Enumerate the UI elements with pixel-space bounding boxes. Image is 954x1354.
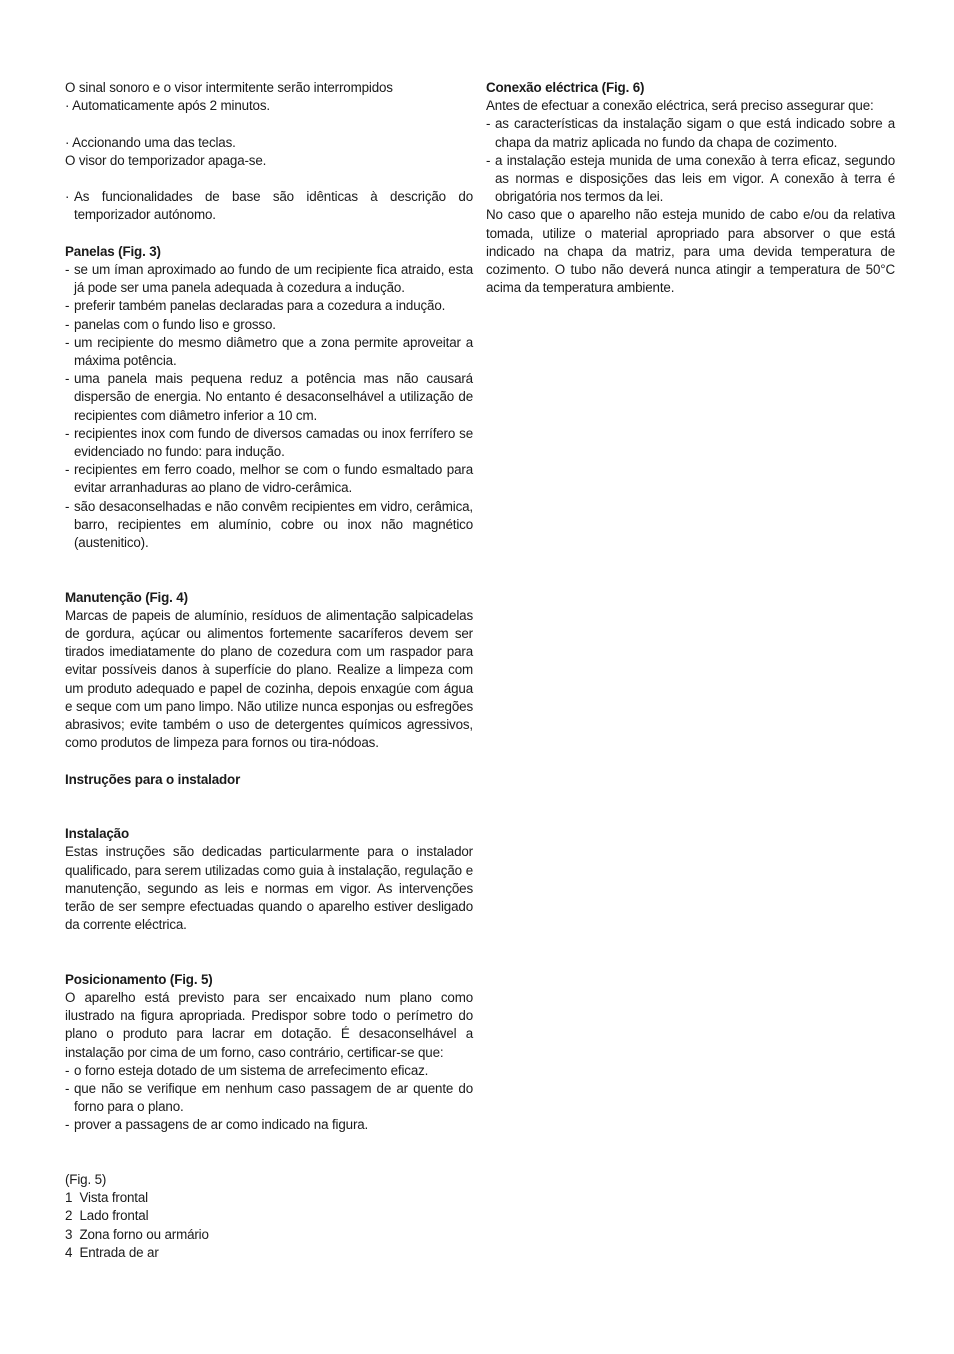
fig5-legend-item xyxy=(65,1189,473,1207)
list-marker: - xyxy=(65,334,70,350)
list-item-text: um recipiente do mesmo diâmetro que a zona permite aproveitar a máxima potência. xyxy=(74,334,473,368)
list-item xyxy=(486,152,895,207)
list-item xyxy=(65,425,473,461)
left-column xyxy=(65,79,473,1262)
legend-label: Entrada de ar xyxy=(79,1244,159,1260)
legend-number: 2 xyxy=(65,1208,73,1224)
fig5-legend xyxy=(65,1189,473,1262)
legend-label: Zona forno ou armário xyxy=(79,1226,209,1242)
instalacao-body: Estas instruções são dedicadas particularmente para o instalador qualificado, para serem utilizadas como guia à instalação, regulação e manutenção, segundo as leis e normas em vigor. As intervenções terão de ser sempre efectuadas quando o aparelho estiver desligado da corrente eléctrica. xyxy=(65,844,473,933)
section-heading-conexao: Conexão eléctrica (Fig. 6) xyxy=(486,80,645,95)
list-item-text: preferir também panelas declaradas para a cozedura a indução. xyxy=(74,298,446,314)
fig5-legend-item xyxy=(65,1244,473,1262)
section-heading-posicionamento: Posicionamento (Fig. 5) xyxy=(65,971,213,987)
list-item-text: são desaconselhadas e não convêm recipientes em vidro, cerâmica, barro, recipientes em alumínio, cobre ou inox não magnético (austenitico). xyxy=(74,498,473,551)
legend-number: 1 xyxy=(65,1190,73,1206)
list-item-text: recipientes em ferro coado, melhor se com o fundo esmaltado para evitar arranhaduras ao plano de vidro-cerâmica. xyxy=(74,462,473,496)
section-heading-instalacao: Instalação xyxy=(65,826,129,842)
intro-line: O sinal sonoro e o visor intermitente serão interrompidos xyxy=(65,80,393,95)
section-heading-instrucoes: Instruções para o instalador xyxy=(65,771,241,787)
list-marker: - xyxy=(65,371,70,387)
list-item xyxy=(65,1062,473,1080)
list-item xyxy=(65,316,473,334)
list-item xyxy=(65,297,473,315)
conexao-body: No caso que o aparelho não esteja munido de cabo e/ou da relativa tomada, utilize o material apropriado para absorver o que está indicado na chapa da matriz, para uma devida temperatura de cozimento. O tubo não deverá nunca atingir a temperatura de 50°C acima da temperatura ambiente. xyxy=(486,207,895,296)
intro-line: · Automaticamente após 2 minutos. xyxy=(65,98,270,114)
intro-text: As funcionalidades de base são idênticas à descrição do temporizador autónomo. xyxy=(74,189,473,223)
list-item-text: recipientes inox com fundo de diversos camadas ou inox ferrífero se evidenciado no fundo: para indução. xyxy=(74,425,473,460)
list-item xyxy=(486,115,895,151)
list-item-text: a instalação esteja munida de uma conexão à terra eficaz, segundo as normas e disposições das leis em vigor. A conexão à terra é obrigatória nos termos da lei. xyxy=(495,152,895,205)
legend-number: 4 xyxy=(65,1244,73,1260)
legend-label: Lado frontal xyxy=(79,1208,149,1224)
fig5-legend-item xyxy=(65,1207,473,1225)
intro-bullet xyxy=(65,188,473,224)
posicionamento-list xyxy=(65,1062,473,1135)
list-item xyxy=(65,261,473,297)
bullet-marker: · xyxy=(65,189,70,205)
conexao-list xyxy=(486,115,895,206)
conexao-intro: Antes de efectuar a conexão eléctrica, será preciso assegurar que: xyxy=(486,98,874,114)
list-item-text: as características da instalação sigam o que está indicado sobre a chapa da matriz aplicada no fundo da chapa de cozimento. xyxy=(495,116,895,150)
posicionamento-body: O aparelho está previsto para ser encaixado num plano como ilustrado na figura apropriada. Predispor sobre todo o perímetro do plano o produto para lacrar em dotação. É desaconselhável a instalação por cima de um forno, caso contrário, certificar-se que: xyxy=(65,990,473,1060)
list-marker: - xyxy=(65,1117,70,1133)
legend-number: 3 xyxy=(65,1226,73,1242)
list-item-text: uma panela mais pequena reduz a potência mas não causará dispersão de energia. No entanto é desaconselhável a utilização de recipientes com diâmetro inferior a 10 cm. xyxy=(74,371,473,423)
list-marker: - xyxy=(65,316,70,332)
fig5-title: (Fig. 5) xyxy=(65,1172,107,1188)
list-marker: - xyxy=(65,462,70,478)
list-item-text: o forno esteja dotado de um sistema de arrefecimento eficaz. xyxy=(74,1062,429,1078)
panelas-list xyxy=(65,261,473,552)
intro-line: O visor do temporizador apaga-se. xyxy=(65,152,267,168)
list-marker: - xyxy=(65,261,70,277)
intro-line: · Accionando uma das teclas. xyxy=(65,134,236,150)
list-item-text: panelas com o fundo liso e grosso. xyxy=(74,316,276,332)
list-item xyxy=(65,334,473,370)
manutencao-body: Marcas de papeis de alumínio, resíduos de alimentação salpicadelas de gordura, açúcar ou alimentos fortemente sacaríferos devem ser tirados imediatamente do plano de cozedura com um raspador para evitar possíveis danos à superfície do plano. Realize a limpeza com um produto adequado e papel de cozinha, depois enxagúe com água e seque com um pano limpo. Não utilize nunca esponjas ou esfregões abrasivos; evite também o uso de detergentes químicos agressivos, como produtos de limpeza para fornos ou tira-nódoas. xyxy=(65,607,473,751)
section-heading-panelas: Panelas (Fig. 3) xyxy=(65,243,161,259)
list-item xyxy=(65,370,473,425)
right-column xyxy=(486,79,895,297)
list-item xyxy=(65,461,473,497)
list-item xyxy=(65,1080,473,1116)
list-item xyxy=(65,1116,473,1134)
list-marker: - xyxy=(486,152,491,168)
list-item-text: prover a passagens de ar como indicado na figura. xyxy=(74,1117,369,1133)
list-marker: - xyxy=(65,1081,70,1097)
list-item-text: se um íman aproximado ao fundo de um recipiente fica atraido, esta já pode ser uma panela adequada à cozedura a indução. xyxy=(74,261,473,296)
fig5-legend-item xyxy=(65,1226,473,1244)
list-item xyxy=(65,498,473,553)
list-item-text: que não se verifique em nenhum caso passagem de ar quente do forno para o plano. xyxy=(74,1081,473,1115)
list-marker: - xyxy=(65,1062,70,1078)
legend-label: Vista frontal xyxy=(79,1190,148,1206)
list-marker: - xyxy=(486,116,491,132)
list-marker: - xyxy=(65,298,70,314)
list-marker: - xyxy=(65,498,70,514)
section-heading-manutencao: Manutenção (Fig. 4) xyxy=(65,589,188,605)
list-marker: - xyxy=(65,425,70,441)
